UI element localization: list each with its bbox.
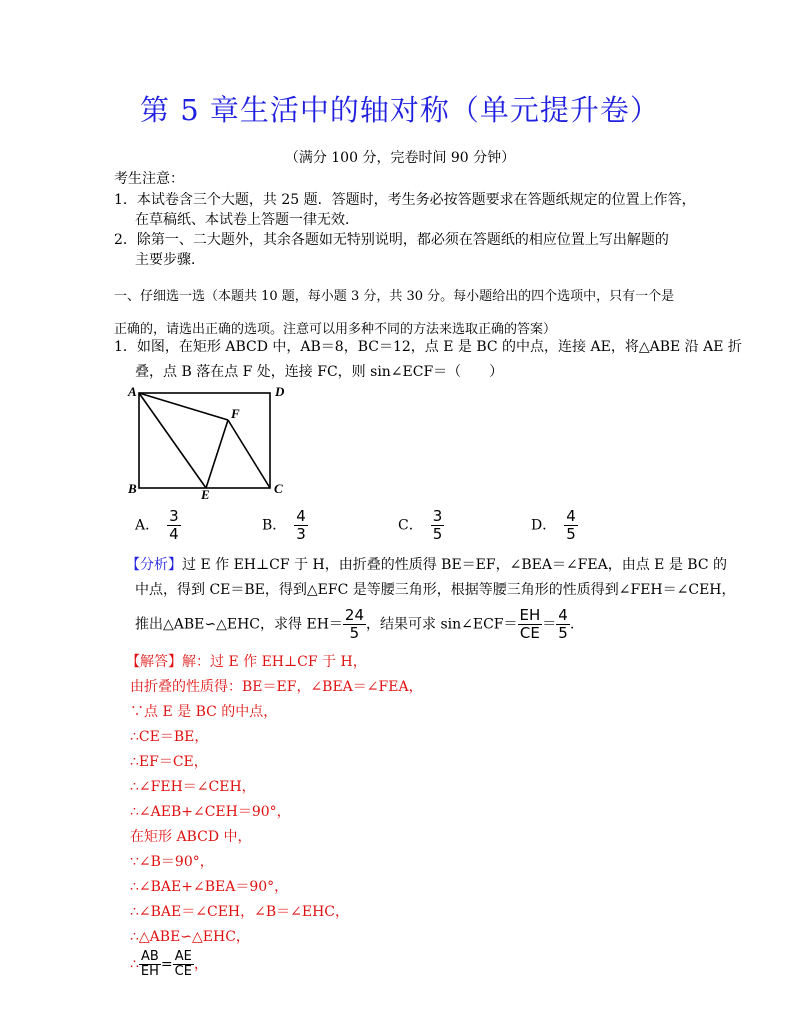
analysis-text-3a: 推出△ABE∽△EHC，求得 EH＝ (135, 616, 343, 633)
segment-af (139, 393, 228, 420)
analysis-fraction-result: $\frac{4}{5}$ (558, 606, 568, 642)
solution-ratio-ab-eh: $\frac{AB}{EH}$ (140, 949, 159, 979)
option-d-letter: D． (531, 517, 557, 534)
option-a-fraction: $\frac{3}{4}$ (169, 507, 179, 543)
page-title: 第 5 章生活中的轴对称（单元提升卷） (140, 93, 660, 127)
solution-ratio-equals: = (160, 956, 173, 973)
label-f: F (231, 406, 240, 421)
analysis-text-3b: ，结果可求 sin∠ECF＝ (366, 616, 518, 633)
solution-line-8: ∵∠B＝90°， (130, 854, 214, 870)
solution-ratio-line (130, 950, 208, 979)
solution-tag: 【解答】 (126, 654, 182, 670)
solution-line-5: ∴∠FEH＝∠CEH， (130, 779, 256, 795)
option-b-letter: B． (262, 517, 287, 534)
question-1-figure (124, 382, 294, 502)
notice-item-1-cont: 在草稿纸、本试卷上答题一律无效． (135, 212, 359, 228)
analysis-fraction-eh: $\frac{24}{5}$ (344, 606, 364, 642)
solution-line-4: ∴EF＝CE， (130, 754, 208, 770)
analysis-text-1: 过 E 作 EH⊥CF 于 H，由折叠的性质得 BE＝EF，∠BEA＝∠FEA，由点 E 是 BC 的 (182, 557, 727, 573)
question-1-stem: 1．如图，在矩形 ABCD 中，AB＝8，BC＝12，点 E 是 BC 的中点，连接 AE，将△ABE 沿 AE 折 (114, 339, 742, 355)
analysis-period: . (569, 616, 575, 633)
analysis-fraction-eh-ce: $\frac{EH}{CE}$ (519, 606, 541, 642)
page-subtitle: （满分 100 分，完卷时间 90 分钟） (284, 150, 516, 166)
notice-item-1: 1．本试卷含三个大题，共 25 题．答题时，考生务必按答题要求在答题纸规定的位置上作答， (114, 192, 696, 208)
solution-ratio-comma: ， (193, 956, 208, 973)
solution-therefore: ∴ (130, 956, 139, 973)
option-b-fraction: $\frac{4}{3}$ (296, 507, 306, 543)
notice-heading: 考生注意： (114, 171, 184, 187)
label-b: B (128, 481, 137, 496)
solution-line-9: ∴∠BAE+∠BEA＝90°， (130, 879, 289, 895)
question-1-stem-cont: 叠，点 B 落在点 F 处，连接 FC，则 sin∠ECF＝（ ） (135, 364, 504, 380)
option-d[interactable] (531, 508, 578, 543)
solution-first-text: 解：过 E 作 EH⊥CF 于 H， (182, 654, 367, 670)
option-b[interactable] (262, 508, 308, 543)
solution-line-10: ∴∠BAE＝∠CEH，∠B＝∠EHC， (130, 904, 350, 920)
option-d-fraction: $\frac{4}{5}$ (566, 507, 576, 543)
solution-line-6: ∴∠AEB+∠CEH＝90°， (130, 804, 291, 820)
section-1-header: 一、仔细选一选（本题共 10 题，每小题 3 分，共 30 分。每小题给出的四个选项中，只有一个是 (114, 289, 675, 304)
analysis-tag: 【分析】 (126, 557, 182, 573)
label-c: C (274, 481, 283, 496)
solution-line-0 (126, 652, 367, 672)
option-a[interactable] (135, 508, 181, 543)
analysis-line-2: 中点，得到 CE＝BE，得到△EFC 是等腰三角形，根据等腰三角形的性质得到∠FEH＝∠CEH， (135, 582, 736, 598)
analysis-equals: ＝ (542, 616, 557, 633)
segment-fc (228, 420, 270, 488)
option-c-letter: C． (398, 517, 423, 534)
solution-ratio-ae-ce: $\frac{AE}{CE}$ (174, 949, 192, 979)
solution-line-3: ∴CE＝BE， (130, 729, 209, 745)
solution-line-11: ∴△ABE∽△EHC， (130, 929, 250, 945)
label-d: D (275, 384, 285, 399)
option-a-letter: A． (135, 517, 160, 534)
analysis-line-1 (126, 555, 727, 575)
label-e: E (201, 487, 210, 502)
notice-item-2: 2．除第一、二大题外，其余各题如无特别说明，都必须在答题纸的相应位置上写出解题的 (114, 232, 669, 248)
notice-item-2-cont: 主要步骤． (135, 252, 205, 268)
rectangle-abcd (139, 393, 270, 488)
section-1-header-cont: 正确的，请选出正确的选项。注意可以用多种不同的方法来选取正确的答案） (114, 322, 557, 337)
segment-ae (139, 393, 206, 488)
segment-fe (206, 420, 228, 488)
option-c-fraction: $\frac{3}{5}$ (432, 507, 443, 543)
option-c[interactable] (398, 508, 444, 543)
solution-line-2: ∵点 E 是 BC 的中点， (130, 704, 278, 720)
analysis-line-3 (135, 607, 574, 642)
solution-line-7: 在矩形 ABCD 中， (130, 829, 252, 845)
label-a: A (128, 384, 137, 399)
solution-line-1: 由折叠的性质得：BE＝EF，∠BEA＝∠FEA， (130, 679, 423, 695)
